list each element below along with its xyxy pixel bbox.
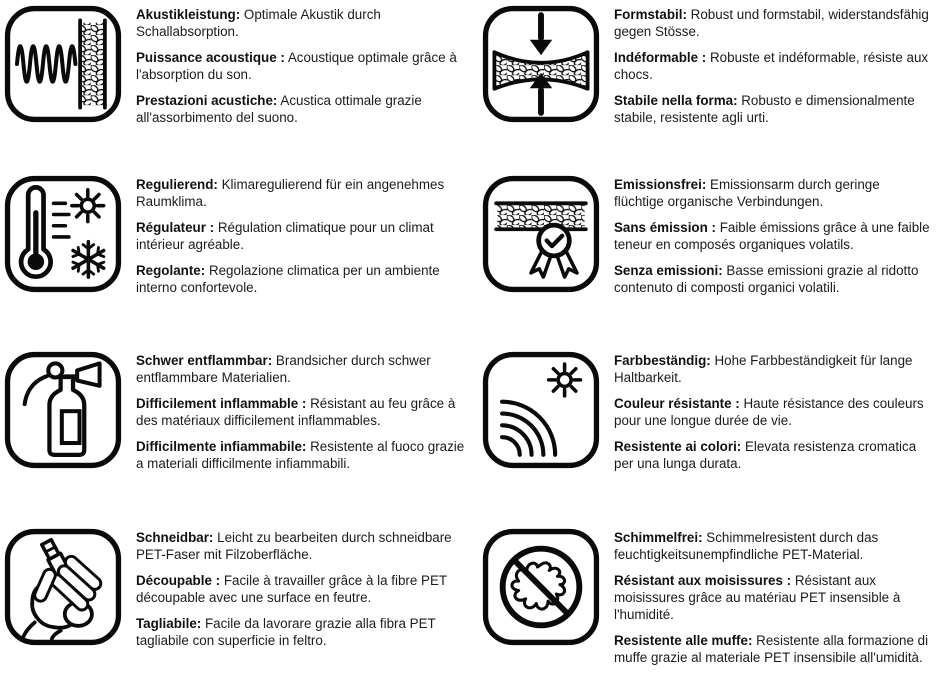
- feature-block-mold-free: [482, 528, 932, 675]
- feature-desc-fr: Faible émissions grâce à une faible teneur en composés organiques volatils.: [614, 220, 930, 252]
- feature-label-de: Emissionsfrei:: [614, 177, 707, 192]
- feature-label-fr: Difficilement inflammable :: [136, 396, 307, 411]
- feature-block-form-stable: [482, 5, 932, 175]
- feature-label-it: Senza emissioni:: [614, 263, 723, 278]
- feature-label-it: Stabile nella forma:: [614, 93, 738, 108]
- feature-label-it: Resistente alle muffe:: [614, 633, 753, 648]
- feature-block-flame-retardant: [4, 351, 470, 528]
- feature-paragraph-it: [614, 438, 932, 472]
- feature-label-fr: Sans émission :: [614, 220, 716, 235]
- feature-label-fr: Couleur résistante :: [614, 396, 740, 411]
- feature-label-de: Schneidbar:: [136, 530, 214, 545]
- feature-label-de: Formstabil:: [614, 7, 687, 22]
- feature-label-it: Prestazioni acustiche:: [136, 93, 278, 108]
- feature-text: [136, 5, 470, 135]
- feature-block-emission-free: [482, 175, 932, 351]
- feature-desc-de: Klimaregulierend für ein angenehmes Raumklima.: [136, 177, 445, 209]
- feature-desc-fr: Facile à travailler grâce à la fibre PET découpable avec une surface en feutre.: [136, 573, 447, 605]
- feature-paragraph-de: [614, 352, 932, 386]
- feature-label-fr: Indéformable :: [614, 50, 707, 65]
- feature-label-fr: Puissance acoustique :: [136, 50, 285, 65]
- feature-desc-de: Schimmelresistent durch das feuchtigkeitsunempfindliche PET-Material.: [614, 530, 879, 562]
- feature-paragraph-de: [614, 176, 932, 210]
- feature-label-it: Regolante:: [136, 263, 206, 278]
- feature-paragraph-it: [614, 92, 932, 126]
- feature-label-de: Schimmelfrei:: [614, 530, 703, 545]
- feature-paragraph-fr: [136, 572, 470, 606]
- feature-desc-fr: Robuste et indéformable, résiste aux chocs.: [614, 50, 929, 82]
- feature-block-climate: [4, 175, 470, 351]
- feature-label-de: Regulierend:: [136, 177, 218, 192]
- feature-label-fr: Résistant aux moisissures :: [614, 573, 792, 588]
- feature-desc-de: Leicht zu bearbeiten durch schneidbare PET-Faser mit Filzoberfläche.: [136, 530, 452, 562]
- feature-label-de: Schwer entflammbar:: [136, 353, 273, 368]
- low-emission-certificate-icon: [482, 175, 600, 293]
- feature-paragraph-fr: [136, 49, 470, 83]
- feature-desc-fr: Résistant aux moisissures grâce au matériau PET insensible à l'humidité.: [614, 573, 901, 622]
- feature-paragraph-it: [614, 632, 932, 666]
- feature-desc-de: Robust und formstabil, widerstandsfähig gegen Stösse.: [614, 7, 929, 39]
- feature-paragraph-it: [136, 92, 470, 126]
- feature-block-acoustic: [4, 5, 470, 175]
- feature-text: [136, 528, 470, 658]
- feature-paragraph-de: [614, 529, 932, 563]
- feature-desc-de: Brandsicher durch schwer entflammbare Materialien.: [136, 353, 431, 385]
- sound-absorption-icon: [4, 5, 122, 123]
- feature-desc-it: Robusto e dimensionalmente stabile, resistente agli urti.: [614, 93, 915, 125]
- feature-desc-de: Emissionsarm durch geringe flüchtige organische Verbindungen.: [614, 177, 880, 209]
- hand-cutter-icon: [4, 528, 122, 646]
- feature-desc-fr: Résistant au feu grâce à des matériaux difficilement inflammables.: [136, 396, 456, 428]
- feature-text: [136, 175, 470, 305]
- feature-text: [136, 351, 470, 481]
- feature-paragraph-it: [136, 262, 470, 296]
- feature-paragraph-fr: [136, 395, 470, 429]
- feature-label-fr: Régulateur :: [136, 220, 215, 235]
- feature-desc-fr: Régulation climatique pour un climat intérieur agréable.: [136, 220, 434, 252]
- feature-desc-de: Hohe Farbbeständigkeit für lange Haltbarkeit.: [614, 353, 913, 385]
- feature-text: [614, 5, 932, 135]
- feature-paragraph-fr: [614, 219, 932, 253]
- feature-desc-de: Optimale Akustik durch Schallabsorption.: [136, 7, 381, 39]
- feature-paragraph-de: [136, 352, 470, 386]
- feature-paragraph-de: [136, 529, 470, 563]
- feature-label-de: Farbbeständig:: [614, 353, 711, 368]
- feature-desc-it: Regolazione climatica per un ambiente interno confortevole.: [136, 263, 440, 295]
- feature-paragraph-de: [614, 6, 932, 40]
- feature-block-colorfast: [482, 351, 932, 528]
- feature-label-it: Resistente ai colori:: [614, 439, 742, 454]
- feature-desc-it: Acustica ottimale grazie all'assorbimento del suono.: [136, 93, 422, 125]
- feature-paragraph-fr: [614, 49, 932, 83]
- colorfast-rainbow-sun-icon: [482, 351, 600, 469]
- fire-extinguisher-icon: [4, 351, 122, 469]
- no-mold-icon: [482, 528, 600, 646]
- feature-label-it: Difficilmente infiammabile:: [136, 439, 307, 454]
- feature-block-cuttable: [4, 528, 470, 675]
- feature-label-it: Tagliabile:: [136, 616, 202, 631]
- feature-paragraph-it: [136, 438, 470, 472]
- feature-desc-fr: Acoustique optimale grâce à l'absorption du son.: [136, 50, 457, 82]
- feature-desc-it: Basse emissioni grazie al ridotto contenuto di composti organici volatili.: [614, 263, 919, 295]
- feature-label-fr: Découpable :: [136, 573, 221, 588]
- feature-paragraph-fr: [614, 395, 932, 429]
- feature-paragraph-fr: [136, 219, 470, 253]
- feature-desc-it: Resistente al fuoco grazie a materiali difficilmente infiammabili.: [136, 439, 465, 471]
- compression-arrows-icon: [482, 5, 600, 123]
- feature-paragraph-it: [614, 262, 932, 296]
- feature-paragraph-fr: [614, 572, 932, 623]
- feature-desc-it: Elevata resistenza cromatica per una lunga durata.: [614, 439, 917, 471]
- feature-paragraph-it: [136, 615, 470, 649]
- feature-text: [614, 351, 932, 481]
- feature-desc-fr: Haute résistance des couleurs pour une longue durée de vie.: [614, 396, 924, 428]
- feature-text: [614, 528, 932, 675]
- feature-paragraph-de: [136, 6, 470, 40]
- feature-label-de: Akustikleistung:: [136, 7, 241, 22]
- feature-desc-it: Facile da lavorare grazie alla fibra PET tagliabile con superficie in feltro.: [136, 616, 436, 648]
- feature-desc-it: Resistente alla formazione di muffe grazie al materiale PET insensibile all'umidità.: [614, 633, 929, 665]
- feature-paragraph-de: [136, 176, 470, 210]
- thermometer-sun-snowflake-icon: [4, 175, 122, 293]
- feature-text: [614, 175, 932, 305]
